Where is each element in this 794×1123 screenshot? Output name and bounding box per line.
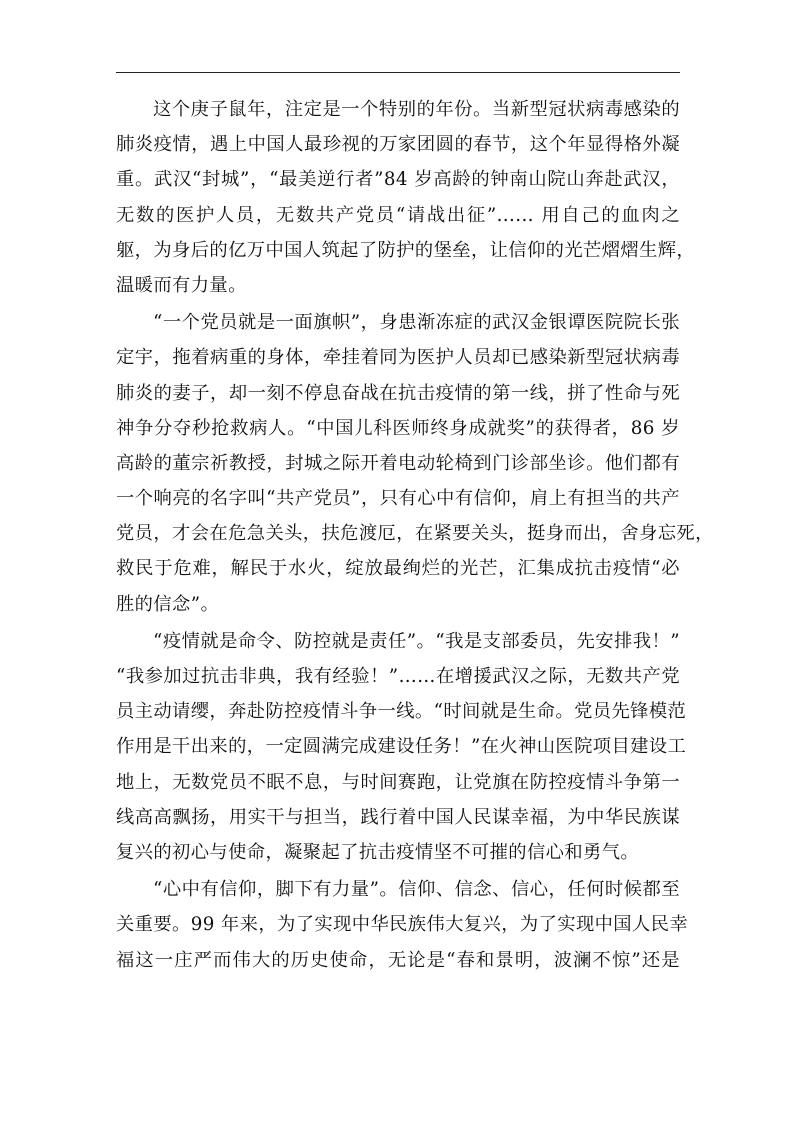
text-line: “心中有信仰，脚下有力量”。信仰、信念、信心，任何时候都至 [153, 879, 680, 901]
header-divider [116, 72, 680, 73]
text-line: 定宇，拖着病重的身体，牵挂着同为医护人员却已感染新型冠状病毒 [116, 347, 680, 369]
text-line: 员主动请缨，奔赴防控疫情斗争一线。“时间就是生命。党员先锋模范 [116, 701, 687, 723]
text-line: 救民于危难，解民于水火，绽放最绚烂的光芒，汇集成抗击疫情“必 [116, 558, 680, 580]
paragraph-3 [116, 624, 687, 870]
text-line: 线高高飘扬，用实干与担当，践行着中国人民谋幸福，为中华民族谋 [116, 806, 680, 828]
text-line: 肺炎的妻子，却一刻不停息奋战在抗击疫情的第一线，拼了性命与死 [116, 382, 680, 404]
paragraph-4 [116, 872, 689, 978]
text-line: 福这一庄严而伟大的历史使命，无论是“春和景明，波澜不惊”还是 [116, 949, 680, 971]
text-line: “我参加过抗击非典，我有经验！”……在增援武汉之际，无数共产党 [116, 666, 680, 687]
text-line: 无数的医护人员，无数共产党员“请战出征”...... 用自己的血肉之 [116, 204, 680, 226]
text-line: 党员，才会在危急关头，扶危渡厄，在紧要关头，挺身而出，舍身忘死， [116, 523, 714, 545]
text-line: 重。武汉“封城”，“最美逆行者”84 岁高龄的钟南山院山奔赴武汉， [116, 169, 680, 191]
text-line: 这个庚子鼠年，注定是一个特别的年份。当新型冠状病毒感染的 [153, 99, 680, 120]
text-line: “一个党员就是一面旗帜”，身患渐冻症的武汉金银谭医院院长张 [153, 312, 680, 334]
text-line: 关重要。99 年来，为了实现中华民族伟大复兴，为了实现中国人民幸 [116, 914, 689, 936]
document-body [116, 92, 714, 978]
text-line: 作用是干出来的，一定圆满完成建设任务！”在火神山医院项目建设工 [116, 736, 687, 758]
text-line: 复兴的初心与使命，凝聚起了抗击疫情坚不可摧的信心和勇气。 [116, 841, 640, 863]
text-line: 一个响亮的名字叫“共产党员”，只有心中有信仰，肩上有担当的共产 [116, 488, 680, 510]
paragraph-1 [116, 92, 696, 303]
paragraph-2 [116, 305, 714, 622]
text-line: 地上，无数党员不眠不息，与时间赛跑，让党旗在防控疫情斗争第一 [116, 771, 680, 793]
text-line: 温暖而有力量。 [116, 274, 247, 296]
text-line: “疫情就是命令、防控就是责任”。“我是支部委员，先安排我！” [153, 630, 680, 652]
text-line: 神争分夺秒抢救病人。“中国儿科医师终身成就奖”的获得者，86 岁 [116, 417, 680, 439]
text-line: 肺炎疫情，遇上中国人最珍视的万家团圆的春节，这个年显得格外凝 [116, 134, 680, 156]
text-line: 胜的信念”。 [116, 593, 220, 615]
text-line: 高龄的董宗祈教授，封城之际开着电动轮椅到门诊部坐诊。他们都有 [116, 452, 680, 474]
text-line: 躯，为身后的亿万中国人筑起了防护的堡垒，让信仰的光芒熠熠生辉， [116, 239, 696, 261]
